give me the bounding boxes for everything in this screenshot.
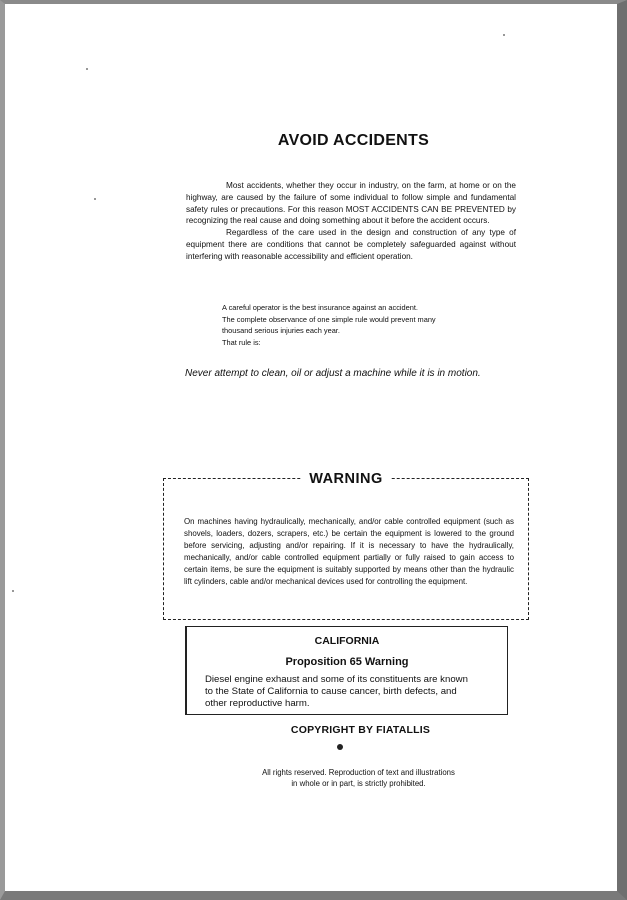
copyright-notice: COPYRIGHT BY FIATALLIS: [290, 724, 431, 736]
warning-title: WARNING: [301, 471, 391, 487]
scan-speck: [12, 590, 14, 592]
california-line: to the State of California to cause cancer, birth defects, and: [205, 686, 457, 698]
page-title: AVOID ACCIDENTS: [277, 132, 430, 149]
safety-motto: Never attempt to clean, oil or adjust a machine while it is in motion.: [185, 368, 481, 379]
scan-speck: [86, 68, 88, 70]
rule-line: A careful operator is the best insurance against an accident.: [222, 303, 418, 312]
scan-speck: [94, 198, 96, 200]
intro-paragraph: Regardless of the care used in the design and construction of any type of equipment there are conditions that cannot be completely safeguarded against without interfering with reasonable accessibility and efficient operation.: [186, 228, 516, 261]
california-line: other reproductive harm.: [205, 698, 310, 710]
warning-text: On machines having hydraulically, mechanically, and/or cable controlled equipment (such as shovels, loaders, dozers, scrapers, etc.) be certain the equipment is lowered to the ground before servicing, adjusting and/or repairing. If it is necessary to have the hydraulically, mechanically, and/or cable controlled equipment partially or fully raised to gain access to certain items, be sure the equipment is suitably supported by means other than the hydraulic lift cylinders, cable and/or mechanical devices used for controlling the equipment.: [184, 517, 514, 586]
bullet-dot: [337, 744, 343, 750]
scan-speck: [503, 34, 505, 36]
california-title: CALIFORNIA: [314, 635, 380, 647]
rights-line: All rights reserved. Reproduction of text and illustrations: [262, 768, 455, 777]
california-warning-text: [205, 674, 505, 711]
california-line: Diesel engine exhaust and some of its constituents are known: [205, 674, 468, 685]
rule-line: That rule is:: [222, 338, 261, 348]
rights-notice: [0, 767, 627, 789]
proposition-65-subtitle: Proposition 65 Warning: [285, 656, 409, 668]
intro-paragraph: Most accidents, whether they occur in industry, on the farm, at home or on the highway, are caused by the failure of some individual to follow simple and fundamental safety rules or precautions. For this reason MOST ACCIDENTS CAN BE PREVENTED by recognizing the real cause and doing something about it before the accident occurs.: [186, 181, 516, 226]
rights-line: in whole or in part, is strictly prohibited.: [291, 779, 426, 788]
california-warning-box: [185, 626, 508, 715]
rule-line: The complete observance of one simple rule would prevent many: [222, 314, 436, 324]
intro-text: [186, 180, 516, 263]
warning-box: [163, 471, 529, 620]
rule-line: thousand serious injuries each year.: [222, 326, 340, 336]
rule-block: [222, 302, 482, 349]
